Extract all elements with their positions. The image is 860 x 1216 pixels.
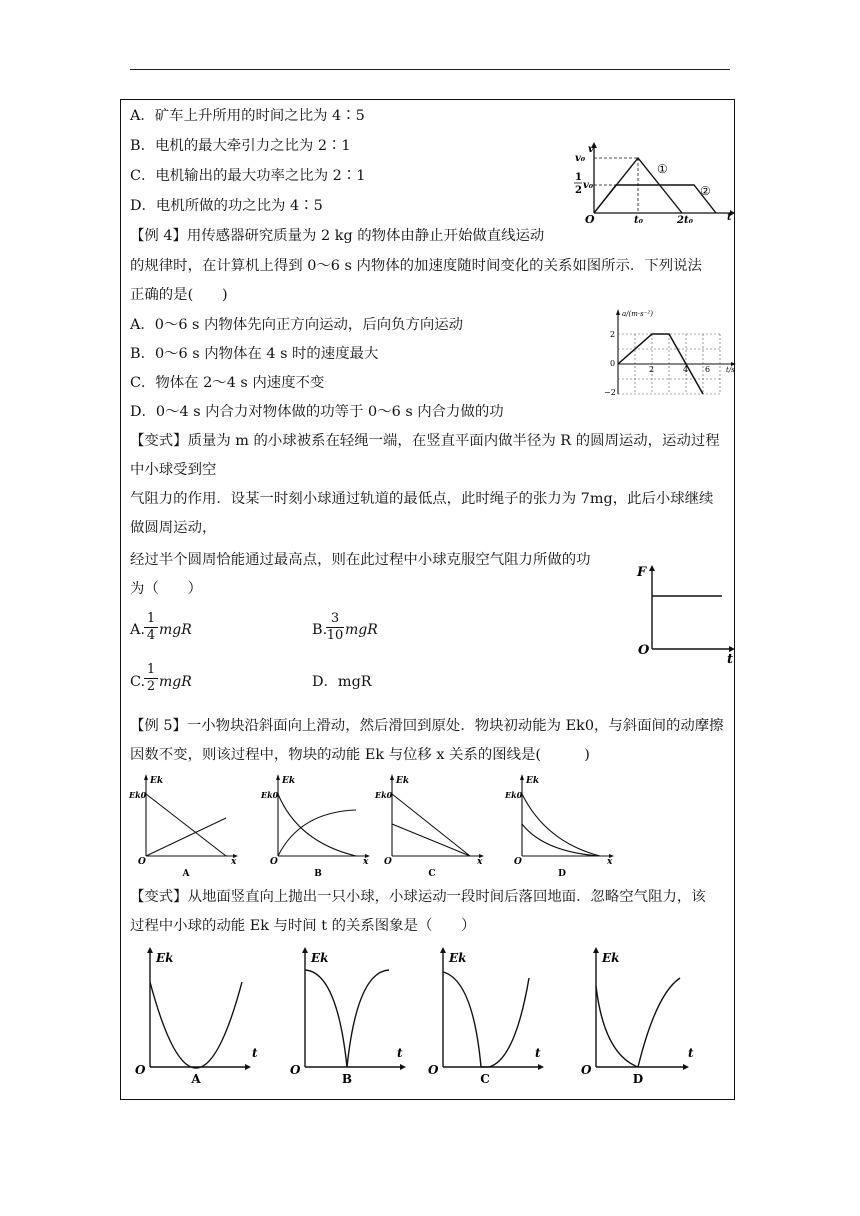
option-d: D．电机所做的功之比为 4∶5: [130, 198, 323, 214]
var1-option-b-rest: mgR: [345, 622, 378, 638]
ex5-graph-b: [260, 772, 375, 880]
v0-label: v₀: [575, 153, 586, 164]
v0-half-label: v₀: [583, 180, 594, 191]
ft-graph: [632, 562, 740, 670]
ex4-line3: 正确的是( ): [130, 287, 228, 303]
ex4-line1: 【例 4】用传感器研究质量为 2 kg 的物体由静止开始做直线运动: [130, 228, 545, 244]
at-x4: 4: [683, 365, 689, 374]
at-y0: 0: [610, 359, 616, 368]
vt-graph: [570, 140, 735, 225]
at-xlabel: t/s: [726, 366, 735, 374]
t-axis-label: t: [397, 1046, 403, 1060]
graph-label: C: [428, 869, 436, 879]
origin-label: O: [581, 1063, 592, 1077]
var1-option-d: D．mgR: [312, 674, 372, 690]
var1-line5: 经过半个圆周恰能通过最高点，则在此过程中小球克服空气阻力所做的功: [130, 552, 591, 568]
var1-option-a-rest: mgR: [159, 622, 192, 638]
option-b: B．电机的最大牵引力之比为 2∶1: [130, 138, 351, 154]
ek0-label: Ek0: [505, 790, 523, 800]
graph-label: D: [558, 869, 566, 879]
graph-label: B: [341, 1072, 353, 1086]
ex5-graph-a: [128, 772, 243, 880]
var2-graph-b: [285, 944, 411, 1088]
var2-graph-a: [130, 944, 256, 1088]
at-y2: 2: [610, 330, 616, 339]
var1-line2: 中小球受到空: [130, 462, 217, 478]
origin-label: O: [138, 857, 146, 867]
ft-t: t: [727, 652, 734, 667]
option-a: A．矿车上升所用的时间之比为 4∶5: [130, 108, 365, 124]
var1-option-c-rest: mgR: [159, 674, 192, 690]
var2-line2: 过程中小球的动能 Ek 与时间 t 的关系图象是（ ）: [130, 918, 476, 934]
graph-label: B: [314, 869, 322, 879]
frac-num: 1: [146, 611, 156, 626]
x-axis-label: x: [607, 857, 613, 867]
origin-label: O: [514, 857, 522, 867]
origin-label: O: [585, 213, 595, 226]
ek-axis-label: Ek: [150, 776, 164, 786]
ex4-option-b: B．0～6 s 内物体在 4 s 时的速度最大: [130, 346, 379, 362]
option-c: C．电机输出的最大功率之比为 2∶1: [130, 168, 366, 184]
ek0-label: Ek0: [261, 790, 279, 800]
ex5-graph-d: [504, 772, 619, 880]
curve-1-label: ①: [657, 162, 668, 176]
origin-label: O: [270, 857, 278, 867]
ek0-label: Ek0: [375, 790, 393, 800]
var1-option-c-prefix: C.: [130, 674, 146, 690]
frac-den: 4: [146, 628, 156, 643]
var1-line3: 气阻力的作用．设某一时刻小球通过轨道的最低点，此时绳子的张力为 7mg，此后小球继续: [130, 491, 714, 507]
ek-axis-label: Ek: [526, 776, 540, 786]
at-x2: 2: [649, 365, 655, 374]
ek-axis-label: Ek: [282, 776, 296, 786]
frac-den: 10: [326, 628, 344, 643]
ek-axis-label: Ek: [311, 951, 329, 965]
var1-line6: 为（ ）: [130, 581, 202, 597]
t-axis-label: t: [727, 212, 732, 223]
graph-label: D: [632, 1072, 644, 1086]
var1-option-c-fraction: [144, 663, 158, 694]
graph-label: A: [191, 1072, 201, 1086]
at-yn2: −2: [604, 388, 616, 397]
half-den: 2: [575, 185, 582, 196]
origin-label: O: [384, 857, 392, 867]
v-axis-label: v: [588, 144, 594, 155]
ek-axis-label: Ek: [396, 776, 410, 786]
ek-axis-label: Ek: [156, 951, 174, 965]
ex5-graph-c: [374, 772, 489, 880]
2t0-label: 2t₀: [677, 215, 693, 226]
x-axis-label: x: [477, 857, 483, 867]
t-axis-label: t: [688, 1046, 694, 1060]
ex4-line2: 的规律时，在计算机上得到 0～6 s 内物体的加速度随时间变化的关系如图所示．下列说法: [130, 258, 702, 274]
var1-option-b-fraction: [326, 612, 344, 643]
var1-option-a-prefix: A.: [130, 622, 145, 638]
t0-label: t₀: [634, 215, 643, 226]
frac-num: 1: [146, 662, 156, 677]
ft-O: O: [638, 643, 650, 658]
at-ylabel: a/(m·s⁻²): [622, 310, 653, 318]
graph-label: A: [182, 869, 190, 879]
ex4-option-c: C．物体在 2～4 s 内速度不变: [130, 375, 325, 391]
var1-option-b-prefix: B.: [312, 622, 328, 638]
t-axis-label: t: [535, 1046, 541, 1060]
ex4-option-a: A．0～6 s 内物体先向正方向运动，后向负方向运动: [130, 317, 464, 333]
frac-num: 3: [330, 611, 340, 626]
var1-line1: 【变式】质量为 m 的小球被系在轻绳一端，在竖直平面内做半径为 R 的圆周运动，运动过程: [130, 433, 720, 449]
var1-option-a-fraction: [144, 612, 158, 643]
var1-line4: 做圆周运动，: [130, 520, 217, 536]
frac-den: 2: [146, 679, 156, 694]
half-num: 1: [575, 172, 582, 183]
ex4-option-d: D．0～4 s 内合力对物体做的功等于 0～6 s 内合力做的功: [130, 404, 504, 420]
origin-label: O: [135, 1063, 146, 1077]
origin-label: O: [428, 1063, 439, 1077]
x-axis-label: x: [231, 857, 237, 867]
at-graph: [598, 306, 740, 398]
graph-label: C: [480, 1072, 490, 1086]
ex5-line2: 因数不变，则该过程中，物块的动能 Ek 与位移 x 关系的图线是( ): [130, 747, 590, 763]
origin-label: O: [290, 1063, 301, 1077]
var2-graph-c: [423, 944, 549, 1088]
curve-2-label: ②: [700, 184, 711, 198]
ft-F: F: [637, 565, 647, 580]
t-axis-label: t: [252, 1046, 258, 1060]
var2-graph-d: [576, 944, 702, 1088]
at-x6: 6: [705, 365, 711, 374]
ek-axis-label: Ek: [602, 951, 620, 965]
ex5-line1: 【例 5】一小物块沿斜面向上滑动，然后滑回到原处．物块初动能为 Ek0，与斜面间的动摩擦: [130, 718, 724, 734]
x-axis-label: x: [363, 857, 369, 867]
header-rule: [130, 69, 730, 70]
ek-axis-label: Ek: [449, 951, 467, 965]
var2-line1: 【变式】从地面竖直向上抛出一只小球，小球运动一段时间后落回地面．忽略空气阻力，该: [130, 889, 706, 905]
ek0-label: Ek0: [129, 790, 147, 800]
